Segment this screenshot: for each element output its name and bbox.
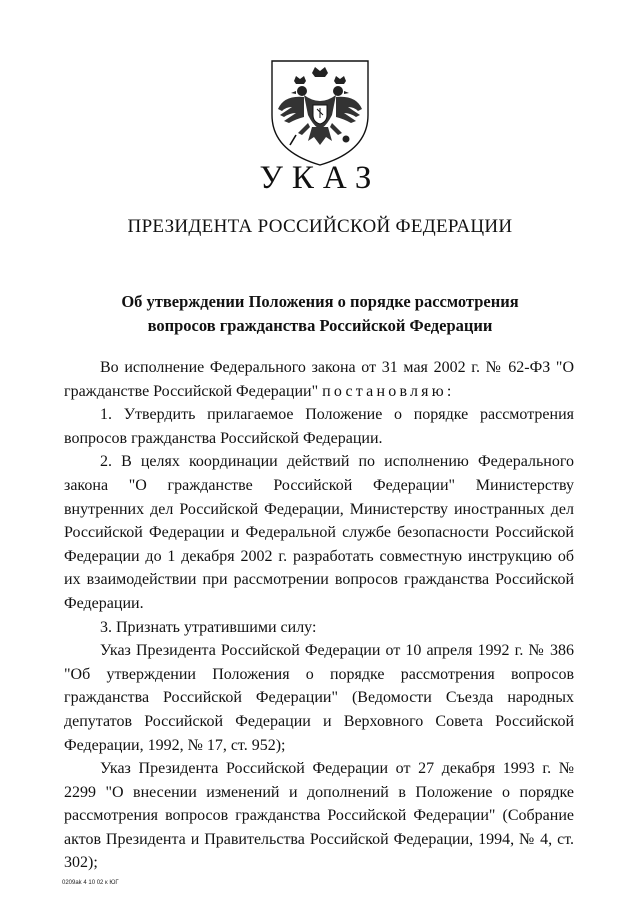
coat-of-arms-graphic	[264, 57, 376, 169]
repealed-decree-1992: Указ Президента Российской Федерации от 10 апреля 1992 г. № 386 "Об утверждении Положения о порядке рассмотрения вопросов гражданства Российской Федерации" (Ведомости Съезда народных депутатов Российской Федерации и Верховного Совета Российской Федерации, 1992, № 17, ст. 952);	[64, 642, 574, 754]
decree-word: постановляю:	[322, 382, 455, 400]
paragraph-item-2: 2. В целях координации действий по исполнению Федерального закона "О гражданстве Российской Федерации" Министерству внутренних дел Российской Федерации, Министерству иностранных дел Российской Федерации и Федеральной службе безопасности Российской Федерации до 1 декабря 2002 г. разработать совместную инструкцию об их взаимодействии при рассмотрении вопросов гражданства Российской Федерации.	[64, 453, 574, 612]
coat-of-arms-icon	[264, 57, 376, 169]
paragraph-item-1: 1. Утвердить прилагаемое Положение о порядке рассмотрения вопросов гражданства Российской Федерации.	[64, 406, 574, 447]
preamble-paragraph	[64, 356, 574, 403]
subject-line: вопросов гражданства Российской Федерации	[147, 316, 493, 335]
issuer-heading: ПРЕЗИДЕНТА РОССИЙСКОЙ ФЕДЕРАЦИИ	[127, 216, 513, 237]
paragraph-item-3: 3. Признать утратившими силу:	[100, 618, 317, 636]
preamble-text: Во исполнение Федерального закона от 31 мая 2002 г. № 62-ФЗ "О гражданстве Российской Федерации"	[64, 359, 574, 400]
print-code: 0209ak 4 10 02 к ЮГ	[62, 880, 119, 886]
subject-line: Об утверждении Положения о порядке рассмотрения	[121, 292, 519, 311]
decree-subject-title	[60, 290, 580, 338]
document-type-heading: УКАЗ	[259, 160, 381, 196]
repealed-decree-1993: Указ Президента Российской Федерации от 27 декабря 1993 г. № 2299 "О внесении изменений и дополнений в Положение о порядке рассмотрения вопросов гражданства Российской Федерации" (Собрание актов Президента и Правительства Российской Федерации, 1994, № 4, ст. 302);	[64, 760, 574, 872]
decree-body	[64, 356, 574, 875]
